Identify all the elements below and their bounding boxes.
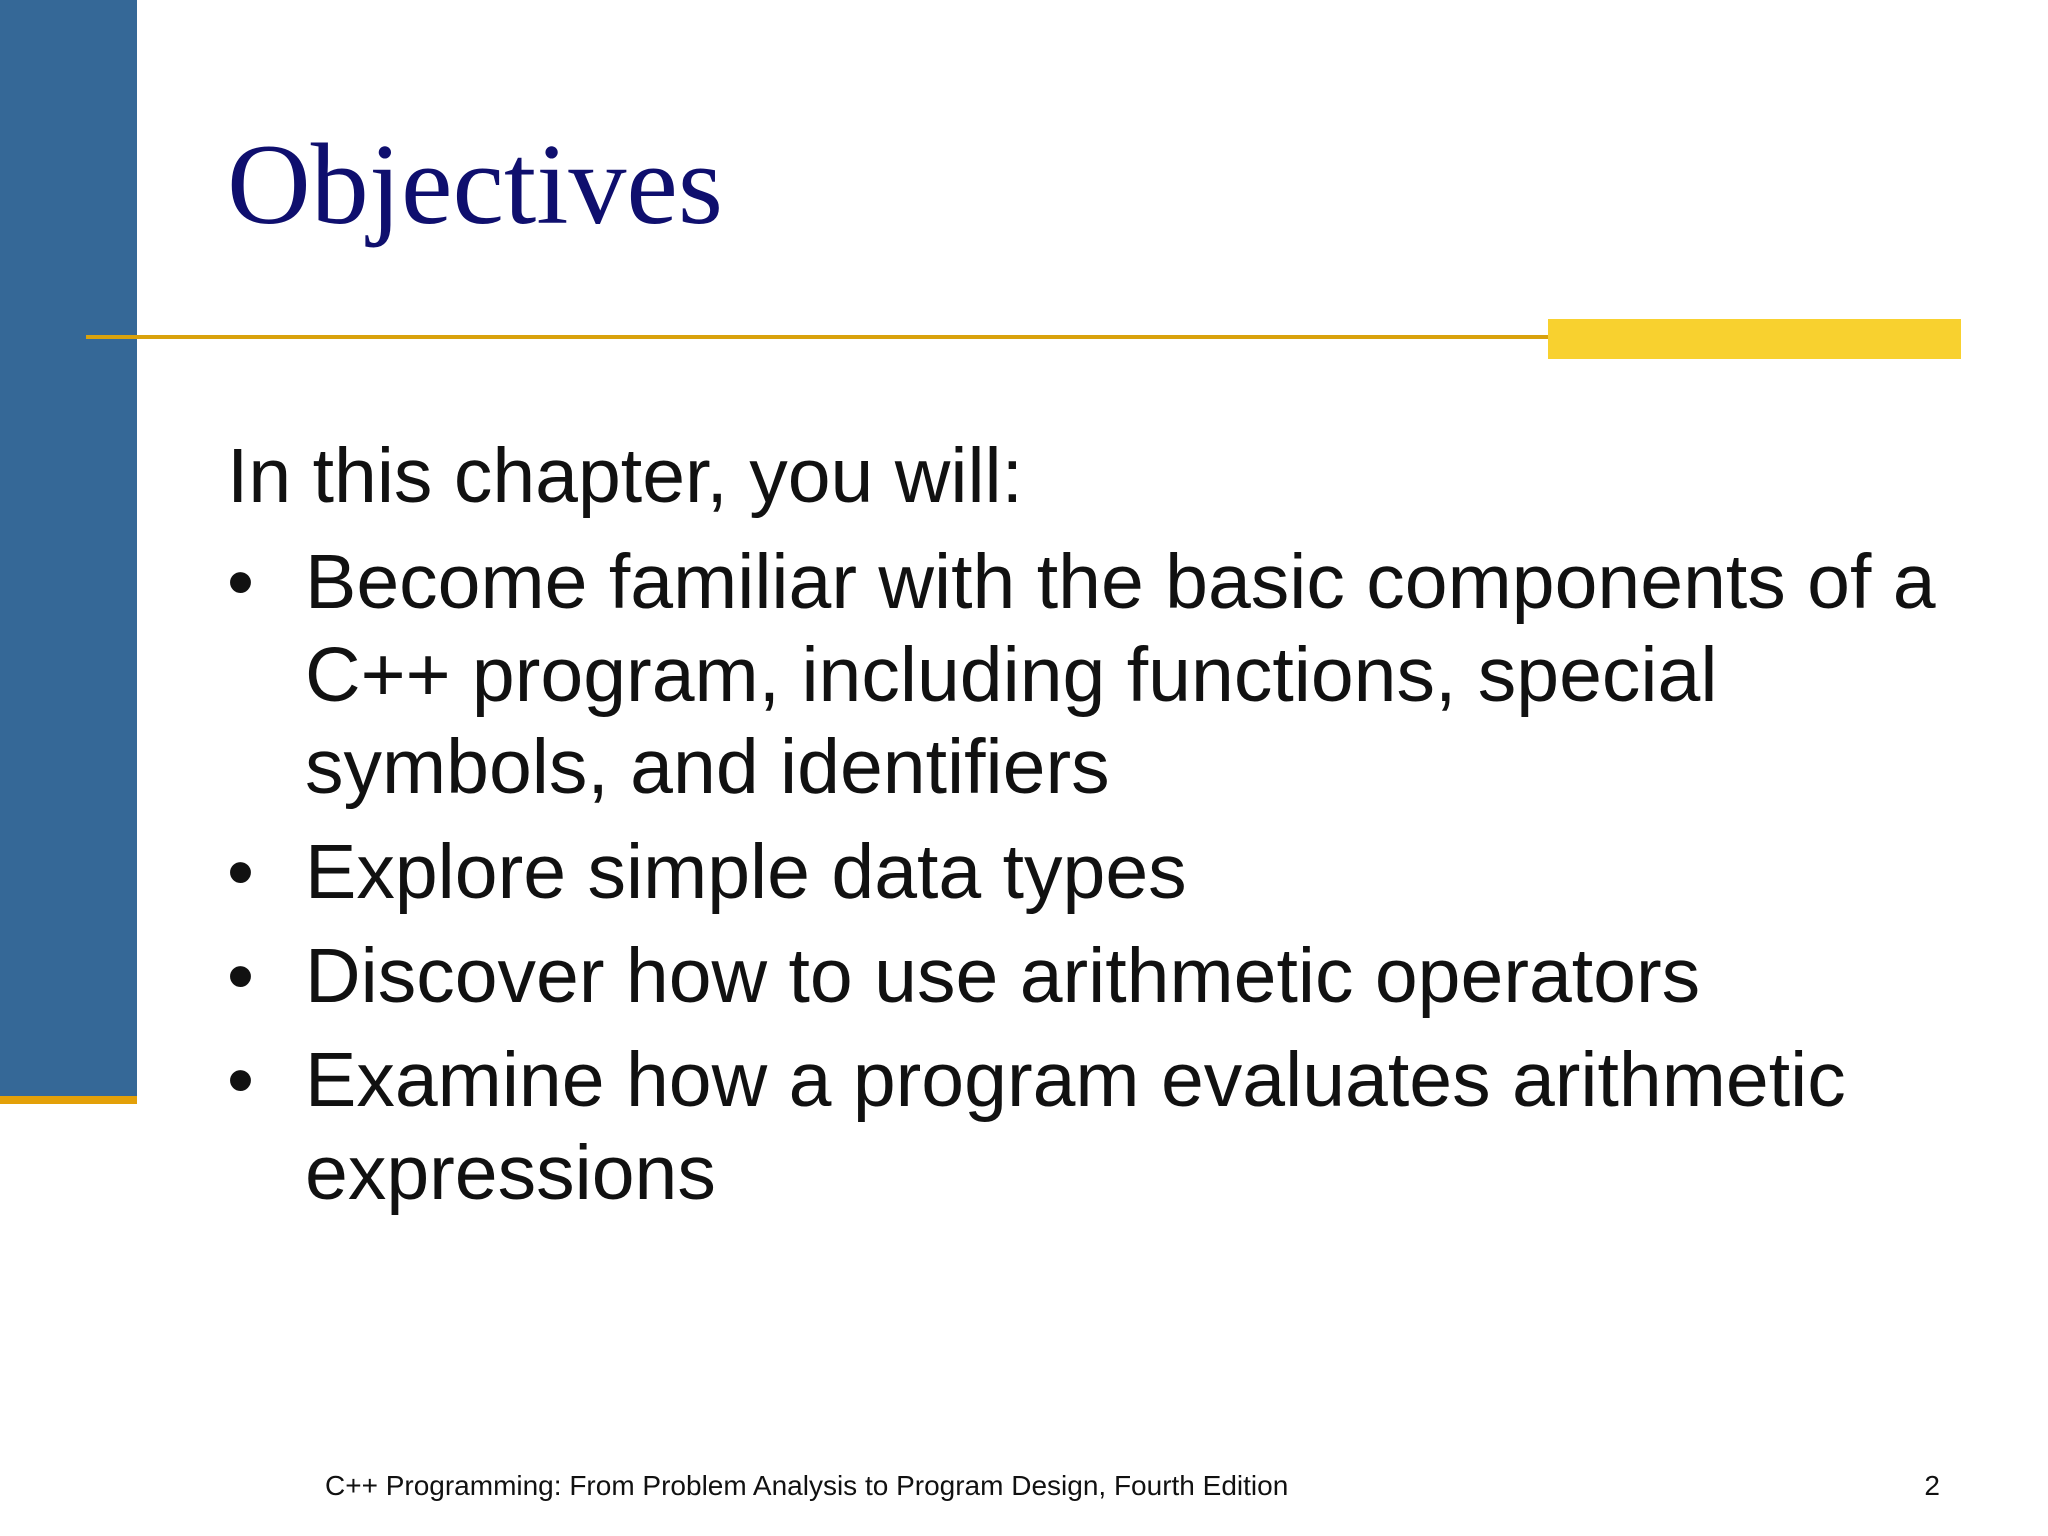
left-sidebar-bar (0, 0, 137, 1096)
intro-text: In this chapter, you will: (227, 433, 1024, 519)
left-sidebar-accent-bar (0, 1096, 137, 1104)
objective-text: Examine how a program evaluates arithmetic expressions (305, 1037, 1846, 1216)
objective-text: Explore simple data types (305, 828, 1187, 915)
bullet-marker: • (227, 932, 254, 1019)
slide-title: Objectives (227, 121, 724, 249)
bullet-marker: • (227, 828, 254, 915)
objective-item-expression-evaluation (227, 1034, 1957, 1219)
slide-footer: C++ Programming: From Problem Analysis to Program Design, Fourth Edition (325, 1470, 1289, 1501)
page-number: 2 (1924, 1470, 1940, 1501)
bullet-marker: • (227, 539, 254, 626)
objectives-list (227, 536, 1957, 1219)
objective-text: Discover how to use arithmetic operators (305, 932, 1701, 1019)
objective-item-basic-components (227, 536, 1957, 813)
objective-item-arithmetic-operators (227, 930, 1957, 1022)
bullet-marker: • (227, 1037, 254, 1124)
objective-item-data-types (227, 826, 1957, 918)
title-divider-accent (1548, 319, 1961, 359)
objective-text: Become familiar with the basic components of a C++ program, including functions, special symbols, and identifiers (305, 539, 1936, 811)
slide-content (227, 430, 1957, 1231)
